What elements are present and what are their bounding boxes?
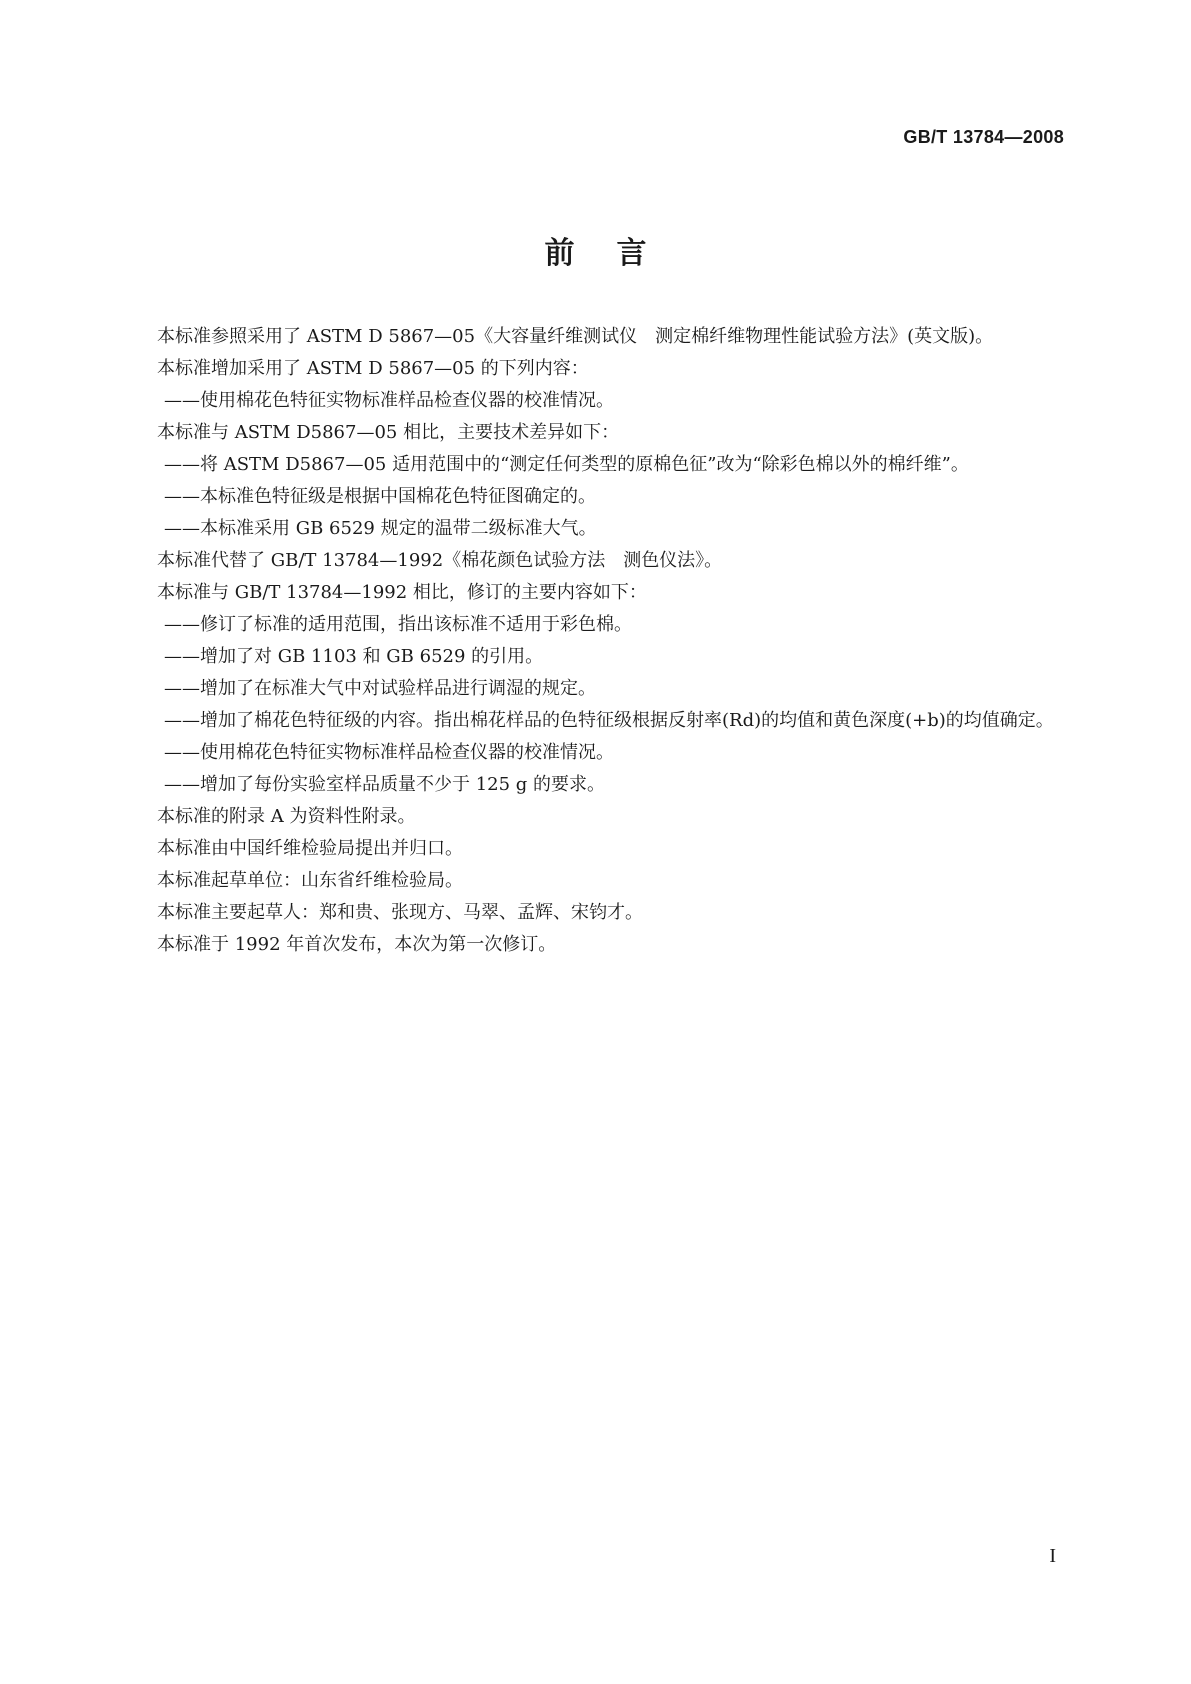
list-item: ——修订了标准的适用范围，指出该标准不适用于彩色棉。 xyxy=(164,614,632,635)
list-item: ——增加了棉花色特征级的内容。指出棉花样品的色特征级根据反射率(Rd)的均值和黄色深度(+b)的均值确定。 xyxy=(164,710,1054,731)
paragraph: 本标准与 GB/T 13784—1992 相比，修订的主要内容如下： xyxy=(157,582,647,603)
paragraph: 本标准于 1992 年首次发布，本次为第一次修订。 xyxy=(157,934,557,955)
foreword-body xyxy=(121,321,1064,961)
paragraph: 本标准主要起草人：郑和贵、张现方、马翠、孟辉、宋钧才。 xyxy=(157,902,643,923)
list-item: ——增加了每份实验室样品质量不少于 125 g 的要求。 xyxy=(164,774,606,795)
paragraph: 本标准代替了 GB/T 13784—1992《棉花颜色试验方法 测色仪法》。 xyxy=(157,550,723,571)
list-item: ——增加了对 GB 1103 和 GB 6529 的引用。 xyxy=(164,646,544,667)
paragraph: 本标准起草单位：山东省纤维检验局。 xyxy=(157,870,463,891)
paragraph: 本标准与 ASTM D5867—05 相比，主要技术差异如下： xyxy=(157,422,620,443)
standard-number: GB/T 13784—2008 xyxy=(903,127,1064,147)
list-item: ——本标准色特征级是根据中国棉花色特征图确定的。 xyxy=(164,486,596,507)
page-number: I xyxy=(1049,1545,1056,1567)
paragraph: 本标准增加采用了 ASTM D 5867—05 的下列内容： xyxy=(157,358,589,379)
list-item: ——本标准采用 GB 6529 规定的温带二级标准大气。 xyxy=(164,518,597,539)
list-item: ——使用棉花色特征实物标准样品检查仪器的校准情况。 xyxy=(164,390,614,411)
list-item: ——增加了在标准大气中对试验样品进行调湿的规定。 xyxy=(164,678,596,699)
list-item: ——使用棉花色特征实物标准样品检查仪器的校准情况。 xyxy=(164,742,614,763)
page-title: 前言 xyxy=(544,236,689,271)
paragraph: 本标准的附录 A 为资料性附录。 xyxy=(157,806,416,827)
list-item: ——将 ASTM D5867—05 适用范围中的“测定任何类型的原棉色征”改为“除彩色棉以外的棉纤维”。 xyxy=(164,454,969,475)
paragraph: 本标准参照采用了 ASTM D 5867—05《大容量纤维测试仪 测定棉纤维物理性能试验方法》(英文版)。 xyxy=(157,326,994,347)
paragraph: 本标准由中国纤维检验局提出并归口。 xyxy=(157,838,463,859)
